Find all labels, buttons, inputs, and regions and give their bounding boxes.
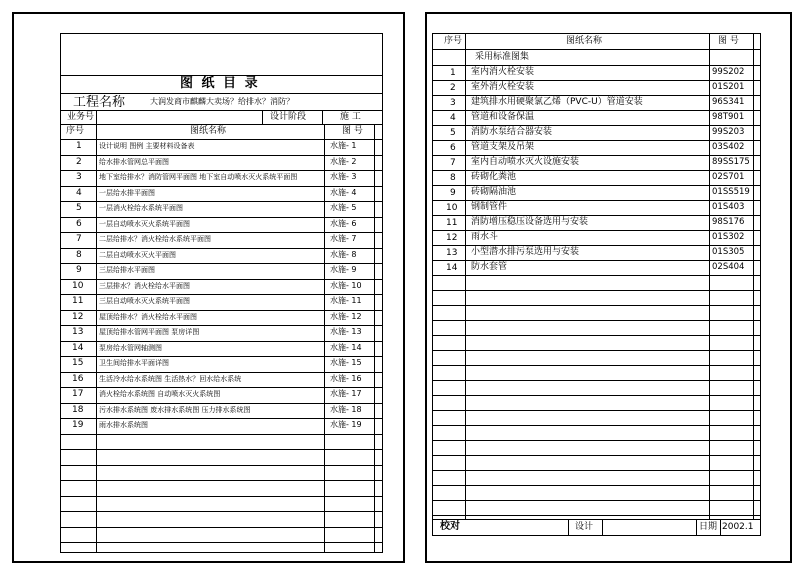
row-drawing-code: 水施- 8	[330, 249, 357, 259]
right-col-no-header: 序号	[444, 36, 463, 46]
row-drawing-name: 三层给排水平面图	[99, 266, 155, 274]
row-drawing-code: 水施- 6	[330, 218, 357, 228]
row-number: 2	[450, 83, 456, 93]
right-col-code-header: 图 号	[718, 36, 739, 46]
row-atlas-code: 96S341	[712, 97, 745, 107]
row-drawing-code: 水施- 1	[330, 141, 357, 150]
row-atlas-code: 02S404	[712, 262, 745, 272]
row-drawing-code: 水施- 14	[330, 342, 362, 352]
col-name-header: 图纸名称	[190, 126, 227, 136]
row-number: 4	[450, 113, 456, 123]
row-atlas-name: 管道支架及吊架	[471, 142, 535, 152]
standard-atlas-title: 采用标准图集	[475, 52, 530, 62]
right-table	[432, 33, 761, 536]
row-atlas-name: 消防水泵结合器安装	[471, 127, 553, 137]
row-drawing-name: 给水排水管网总平面图	[99, 157, 169, 166]
row-number: 3	[76, 172, 82, 182]
row-drawing-name: 一层给水排平面图	[99, 188, 155, 197]
design-label: 设计	[575, 522, 594, 532]
row-number: 12	[72, 311, 84, 322]
row-number: 8	[76, 249, 82, 260]
row-number: 19	[72, 420, 84, 430]
row-atlas-code: 01SS519	[712, 187, 750, 197]
row-atlas-code: 98S176	[712, 217, 745, 227]
row-drawing-name: 消火栓给水系统图 自动喷水灭火系统图	[99, 390, 221, 398]
row-drawing-name: 屋顶给排水管网平面图 泵房详图	[99, 328, 200, 336]
row-drawing-code: 水施- 12	[330, 311, 362, 321]
row-atlas-code: 89SS175	[712, 157, 750, 167]
row-atlas-code: 99S203	[712, 127, 745, 137]
row-atlas-name: 建筑排水用硬聚氯乙烯（PVC-U）管道安装	[471, 97, 643, 107]
page-title: 图 纸 目 录	[180, 76, 260, 91]
row-atlas-name: 室内自动喷水灭火设施安装	[471, 157, 580, 167]
row-drawing-name: 污水排水系统图 废水排水系统图 压力排水系统图	[99, 405, 251, 414]
col-no-header: 序号	[66, 126, 85, 136]
row-drawing-name: 二层给排水？消火栓给水系统平面图	[99, 235, 211, 243]
row-number: 10	[446, 203, 458, 213]
row-number: 12	[446, 233, 458, 243]
row-drawing-code: 水施- 7	[330, 234, 357, 243]
row-number: 11	[446, 218, 458, 228]
row-number: 14	[72, 342, 84, 353]
check-label: 校对	[440, 521, 460, 532]
row-atlas-name: 砖砌化粪池	[471, 172, 517, 182]
row-atlas-code: 02S701	[712, 172, 745, 182]
row-atlas-code: 01S403	[712, 202, 745, 212]
row-drawing-name: 屋顶给排水？消火栓给水平面图	[99, 312, 197, 321]
row-number: 14	[446, 263, 458, 273]
row-number: 15	[72, 358, 84, 368]
row-drawing-code: 水施- 15	[330, 358, 362, 367]
date-label: 日期	[699, 522, 718, 532]
row-drawing-code: 水施- 13	[330, 327, 362, 336]
row-number: 16	[72, 373, 84, 384]
row-number: 18	[72, 404, 84, 415]
row-number: 1	[450, 68, 456, 78]
date-value: 2002.1	[722, 522, 754, 532]
row-atlas-name: 防水套管	[471, 262, 508, 272]
row-number: 3	[450, 98, 456, 108]
row-drawing-code: 水施- 10	[330, 280, 362, 290]
row-drawing-name: 生活冷水给水系统图 生活热水？回水给水系统	[99, 374, 242, 383]
project-label: 工程名称	[73, 95, 126, 110]
design-stage-value: 施 工	[340, 112, 361, 122]
row-drawing-name: 泵房给水管网轴测图	[99, 343, 162, 352]
row-atlas-name: 室内消火栓安装	[471, 67, 535, 77]
row-drawing-code: 水施- 11	[330, 296, 362, 305]
row-number: 13	[72, 327, 84, 337]
row-drawing-code: 水施- 2	[330, 156, 357, 166]
row-drawing-code: 水施- 3	[330, 172, 357, 181]
row-number: 13	[446, 248, 458, 258]
row-number: 8	[450, 173, 456, 183]
row-number: 11	[72, 296, 84, 306]
row-number: 2	[76, 156, 82, 167]
row-drawing-code: 水施- 16	[330, 373, 362, 383]
project-value: 大润发商市麒麟大卖场？给排水？消防？	[150, 97, 294, 106]
row-number: 7	[450, 158, 456, 168]
right-col-name-header: 图纸名称	[566, 36, 603, 46]
row-atlas-code: 01S305	[712, 247, 745, 257]
row-number: 5	[76, 203, 82, 213]
row-number: 7	[76, 234, 82, 244]
row-number: 5	[450, 128, 456, 138]
row-number: 10	[72, 280, 84, 291]
row-atlas-name: 消防增压稳压设备选用与安装	[471, 217, 589, 227]
row-number: 17	[72, 389, 84, 399]
col-code-header: 图 号	[342, 126, 363, 136]
row-atlas-name: 钢制管件	[471, 202, 508, 212]
row-drawing-name: 二层自动喷水灭火平面图	[99, 250, 176, 259]
row-drawing-code: 水施- 18	[330, 404, 362, 414]
row-drawing-name: 设计说明 图例 主要材料设备表	[99, 142, 195, 150]
row-atlas-name: 雨水斗	[471, 232, 499, 242]
row-atlas-name: 室外消火栓安装	[471, 82, 535, 92]
row-number: 9	[76, 265, 82, 275]
row-drawing-name: 一层消火栓给水系统平面图	[99, 204, 183, 212]
row-number: 6	[450, 143, 456, 153]
row-atlas-code: 01S302	[712, 232, 745, 242]
row-drawing-code: 水施- 5	[330, 203, 357, 212]
row-atlas-code: 01S201	[712, 82, 745, 92]
row-drawing-code: 水施- 9	[330, 265, 357, 274]
row-drawing-code: 水施- 4	[330, 187, 357, 197]
design-stage-label: 设计阶段	[270, 112, 307, 122]
row-number: 9	[450, 188, 456, 198]
row-atlas-name: 砖砌隔油池	[471, 187, 517, 197]
row-atlas-code: 98T901	[712, 112, 745, 122]
row-number: 6	[76, 218, 82, 229]
row-atlas-code: 03S402	[712, 142, 745, 152]
row-drawing-name: 卫生间给排水平面详图	[99, 359, 169, 367]
row-drawing-name: 地下室给排水？消防管网平面图 地下室自动喷水灭火系统平面图	[99, 173, 298, 181]
row-atlas-name: 小型潜水排污泵选用与安装	[471, 247, 580, 257]
left-table	[60, 33, 383, 553]
row-drawing-name: 三层排水？消火栓给水平面图	[99, 281, 190, 290]
row-atlas-name: 管道和设备保温	[471, 112, 535, 122]
row-drawing-name: 雨水排水系统图	[99, 421, 148, 429]
row-atlas-code: 99S202	[712, 67, 745, 77]
row-number: 4	[76, 187, 82, 198]
row-drawing-name: 一层自动喷水灭火系统平面图	[99, 219, 190, 228]
row-drawing-name: 三层自动喷水灭火系统平面图	[99, 297, 190, 305]
row-drawing-code: 水施- 17	[330, 389, 362, 398]
sub-item-label: 业务号	[67, 112, 95, 122]
row-drawing-code: 水施- 19	[330, 420, 362, 429]
row-number: 1	[76, 141, 82, 151]
